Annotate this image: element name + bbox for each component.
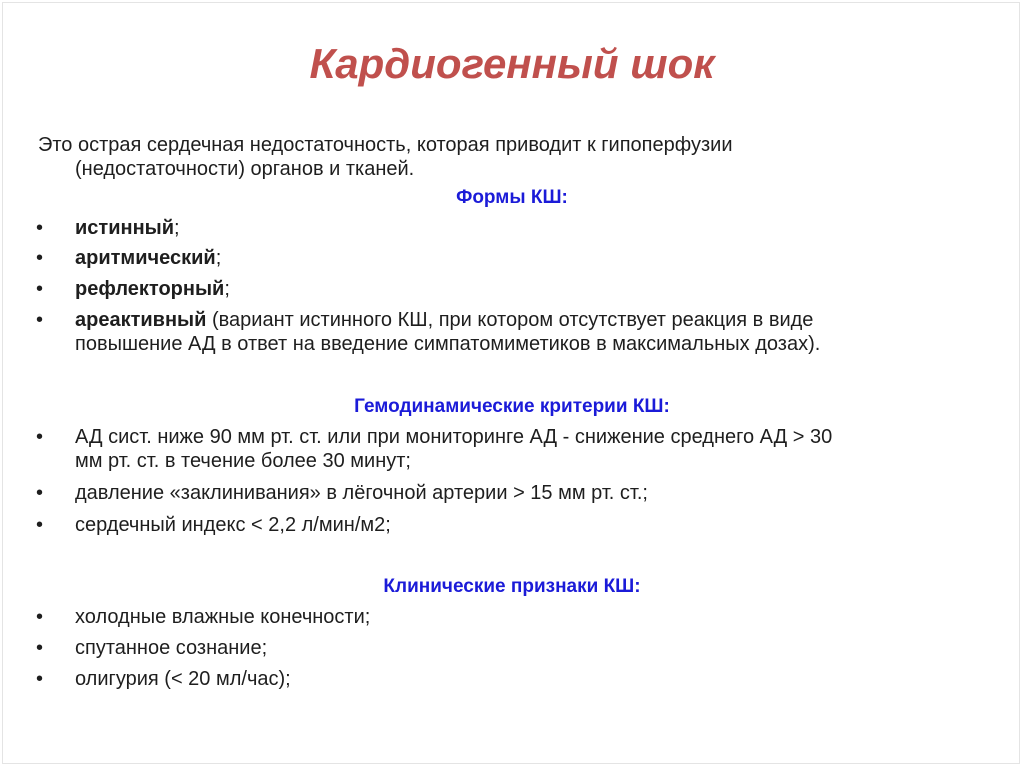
hemo-heading: Гемодинамические критерии КШ: bbox=[354, 396, 670, 417]
bullet-icon: • bbox=[36, 606, 44, 628]
bullet-icon: • bbox=[36, 278, 44, 300]
list-item: аритмический; bbox=[75, 247, 222, 269]
bullet-icon: • bbox=[36, 426, 44, 448]
list-item: АД сист. ниже 90 мм рт. ст. или при мониторинге АД - снижение среднего АД > 30 bbox=[75, 426, 833, 448]
list-item: рефлекторный; bbox=[75, 278, 230, 300]
intro-line: (недостаточности) органов и тканей. bbox=[75, 158, 415, 180]
bullet-icon: • bbox=[36, 637, 44, 659]
slide-title: Кардиогенный шок bbox=[309, 40, 715, 87]
list-item: сердечный индекс < 2,2 л/мин/м2; bbox=[75, 514, 391, 536]
list-item: истинный; bbox=[75, 217, 180, 239]
list-item: спутанное сознание; bbox=[75, 637, 268, 659]
bullet-icon: • bbox=[36, 309, 44, 331]
list-item: ареактивный (вариант истинного КШ, при котором отсутствует реакция в виде bbox=[75, 309, 814, 331]
bullet-icon: • bbox=[36, 668, 44, 690]
forms-heading: Формы КШ: bbox=[456, 187, 568, 208]
list-item: давление «заклинивания» в лёгочной артерии > 15 мм рт. ст.; bbox=[75, 482, 648, 504]
bullet-icon: • bbox=[36, 482, 44, 504]
intro-line: Это острая сердечная недостаточность, которая приводит к гипоперфузии bbox=[38, 134, 733, 156]
bullet-icon: • bbox=[36, 514, 44, 536]
clinical-heading: Клинические признаки КШ: bbox=[383, 576, 641, 597]
list-item: олигурия (< 20 мл/час); bbox=[75, 668, 291, 690]
bullet-icon: • bbox=[36, 217, 44, 239]
list-item-continuation: мм рт. ст. в течение более 30 минут; bbox=[75, 450, 411, 472]
list-item-continuation: повышение АД в ответ на введение симпатомиметиков в максимальных дозах). bbox=[75, 333, 821, 355]
list-item: холодные влажные конечности; bbox=[75, 606, 371, 628]
bullet-icon: • bbox=[36, 247, 44, 269]
